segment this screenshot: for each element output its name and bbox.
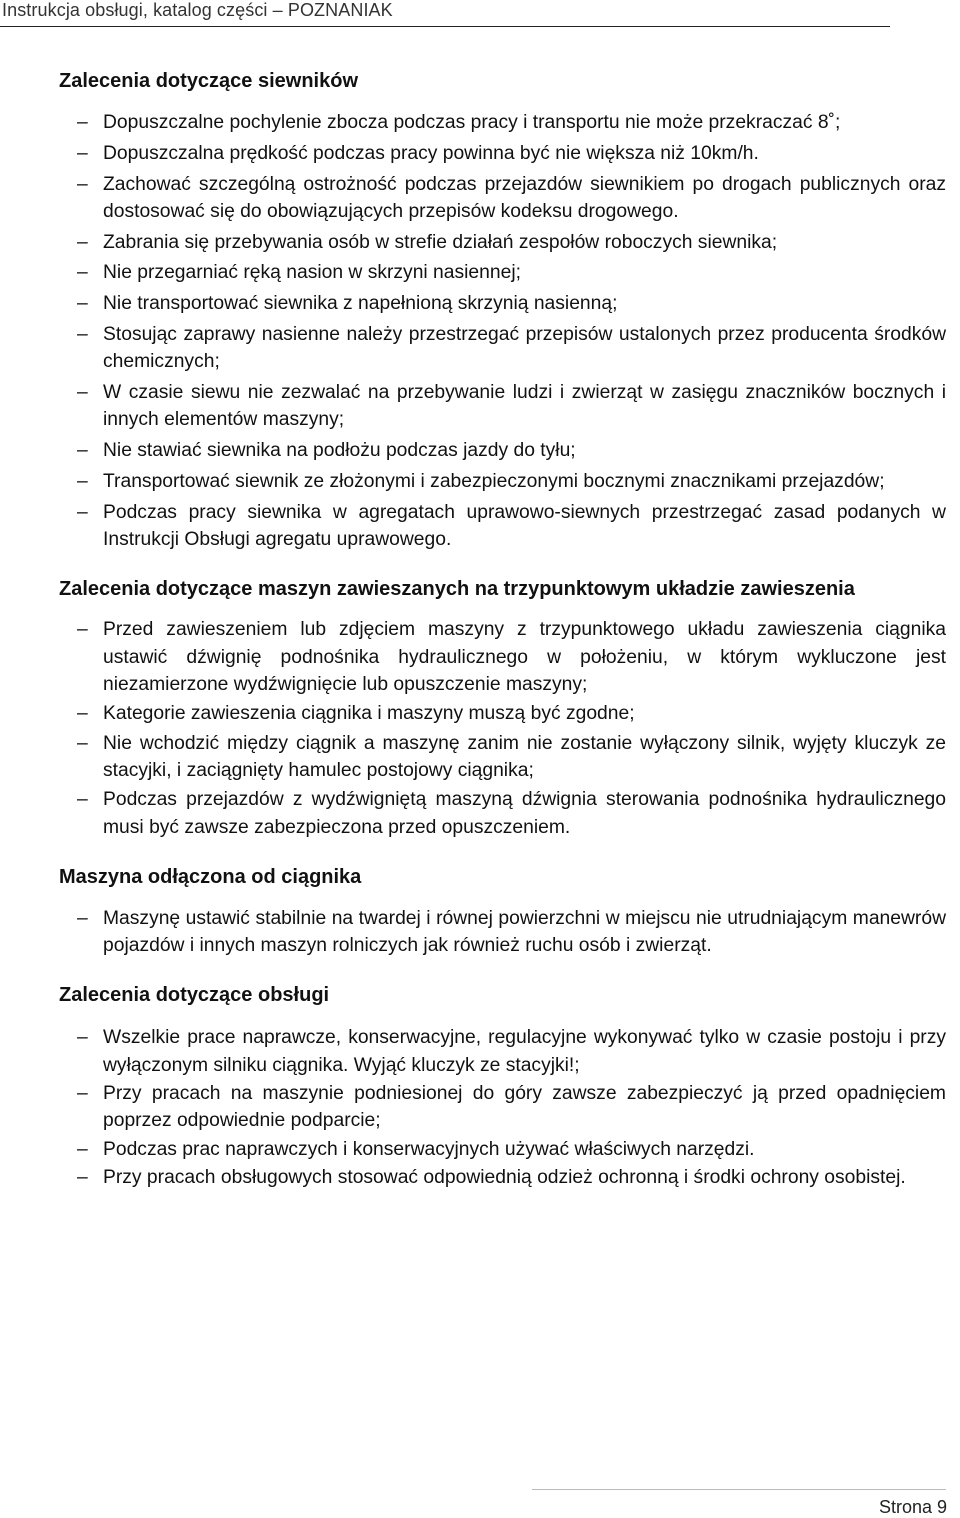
list-item: – W czasie siewu nie zezwalać na przebywanie ludzi i zwierząt w zasięgu znaczników bocznych i innych elementów maszyny; xyxy=(103,379,946,434)
list-item: – Dopuszczalna prędkość podczas pracy powinna być nie większa niż 10km/h. xyxy=(103,140,946,167)
section-sowing-recommendations xyxy=(59,68,946,553)
list-item: – Nie transportować siewnika z napełnioną skrzynią nasienną; xyxy=(103,290,946,317)
list-item: – Zachować szczególną ostrożność podczas przejazdów siewnikiem po drogach publicznych oraz dostosować się do obowiązujących przepisów kodeksu drogowego. xyxy=(103,171,946,226)
list-item: – Przy pracach na maszynie podniesionej do góry zawsze zabezpieczyć ją przed opadnięciem poprzez odpowiednie podparcie; xyxy=(103,1080,946,1135)
bullet-list xyxy=(59,616,946,840)
list-item: – Wszelkie prace naprawcze, konserwacyjne, regulacyjne wykonywać tylko w czasie postoju i przy wyłączonym silniku ciągnika. Wyjąć kluczyk ze stacyjki!; xyxy=(103,1024,946,1079)
dash-bullet-icon: – xyxy=(77,231,88,253)
section-mounted-machines xyxy=(59,576,946,840)
dash-bullet-icon: – xyxy=(77,142,88,164)
list-item: – Nie przegarniać ręką nasion w skrzyni nasiennej; xyxy=(103,259,946,286)
document-body xyxy=(59,68,946,1191)
section-title: Zalecenia dotyczące siewników xyxy=(59,70,359,92)
section-title: Maszyna odłączona od ciągnika xyxy=(59,865,362,888)
dash-bullet-icon: – xyxy=(77,324,88,346)
section-title: Zalecenia dotyczące maszyn zawieszanych na trzypunktowym układzie zawieszenia xyxy=(59,578,855,601)
dash-bullet-icon: – xyxy=(77,440,88,462)
dash-bullet-icon: – xyxy=(77,619,88,641)
bullet-list xyxy=(59,905,946,960)
dash-bullet-icon: – xyxy=(77,382,88,404)
dash-bullet-icon: – xyxy=(77,501,88,523)
dash-bullet-icon: – xyxy=(77,907,88,929)
section-detached-machine xyxy=(59,864,946,960)
list-item: – Dopuszczalne pochylenie zbocza podczas pracy i transportu nie może przekraczać 8˚; xyxy=(103,109,946,136)
list-item: – Transportować siewnik ze złożonymi i zabezpieczonymi bocznymi znacznikami przejazdów; xyxy=(103,468,946,495)
list-item: – Podczas przejazdów z wydźwigniętą maszyną dźwignia sterowania podnośnika hydraulicznego musi być zawsze zabezpieczona przed opuszczeniem. xyxy=(103,786,946,841)
page-number: Strona 9 xyxy=(878,1497,947,1517)
dash-bullet-icon: – xyxy=(77,703,88,725)
list-item: – Nie stawiać siewnika na podłożu podczas jazdy do tyłu; xyxy=(103,437,946,464)
footer-divider xyxy=(532,1489,946,1490)
section-service-recommendations xyxy=(59,982,946,1191)
dash-bullet-icon: – xyxy=(77,471,88,493)
list-item: – Przy pracach obsługowych stosować odpowiednią odzież ochronną i środki ochrony osobistej. xyxy=(103,1164,946,1191)
dash-bullet-icon: – xyxy=(77,1138,88,1160)
dash-bullet-icon: – xyxy=(77,1166,88,1188)
list-item: – Podczas prac naprawczych i konserwacyjnych używać właściwych narzędzi. xyxy=(103,1136,946,1163)
page-header xyxy=(0,0,890,27)
list-item: – Przed zawieszeniem lub zdjęciem maszyny z trzypunktowego układu zawieszenia ciągnika ustawić dźwignię podnośnika hydraulicznego w położeniu, w którym wykluczone jest niezamierzone wydźwignięcie lub opuszczenie maszyny; xyxy=(103,616,946,698)
list-item: – Zabrania się przebywania osób w strefie działań zespołów roboczych siewnika; xyxy=(103,229,946,256)
dash-bullet-icon: – xyxy=(77,173,88,195)
dash-bullet-icon: – xyxy=(77,112,88,133)
dash-bullet-icon: – xyxy=(77,1027,88,1049)
dash-bullet-icon: – xyxy=(77,732,88,754)
bullet-list xyxy=(59,1024,946,1191)
bullet-list xyxy=(59,109,946,553)
dash-bullet-icon: – xyxy=(77,262,88,284)
dash-bullet-icon: – xyxy=(77,789,88,811)
section-title: Zalecenia dotyczące obsługi xyxy=(59,984,330,1007)
list-item: – Stosując zaprawy nasienne należy przestrzegać przepisów ustalonych przez producenta środków chemicznych; xyxy=(103,321,946,376)
dash-bullet-icon: – xyxy=(77,293,88,315)
list-item: – Podczas pracy siewnika w agregatach uprawowo-siewnych przestrzegać zasad podanych w Instrukcji Obsługi agregatu uprawowego. xyxy=(103,499,946,554)
list-item: – Maszynę ustawić stabilnie na twardej i równej powierzchni w miejscu nie utrudniającym manewrów pojazdów i innych maszyn rolniczych jak również ruchu osób i zwierząt. xyxy=(103,905,946,960)
dash-bullet-icon: – xyxy=(77,1083,88,1105)
header-title: Instrukcja obsługi, katalog części – POZNANIAK xyxy=(2,0,393,20)
list-item: – Nie wchodzić między ciągnik a maszynę zanim nie zostanie wyłączony silnik, wyjęty kluczyk ze stacyjki, i zaciągnięty hamulec postojowy ciągnika; xyxy=(103,730,946,785)
list-item: – Kategorie zawieszenia ciągnika i maszyny muszą być zgodne; xyxy=(103,700,946,727)
